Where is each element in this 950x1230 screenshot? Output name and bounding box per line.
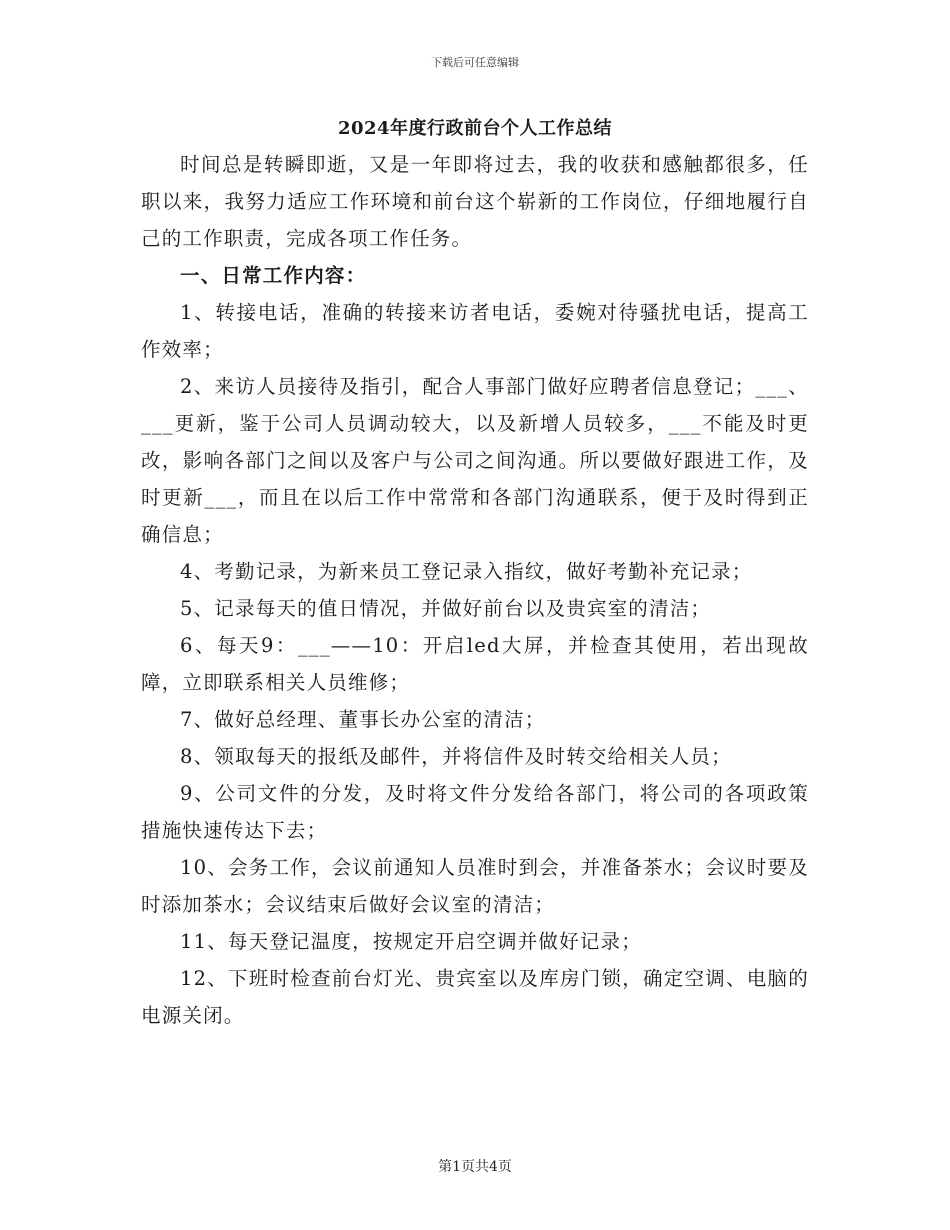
document-title: 2024年度行政前台个人工作总结 xyxy=(337,118,613,139)
list-item: 6、每天9：___——10：开启led大屏，并检查其使用，若出现故障，立即联系相关人员维修； xyxy=(141,634,809,694)
list-item: 5、记录每天的值日情况，并做好前台以及贵宾室的清洁； xyxy=(180,597,712,620)
intro-paragraph: 时间总是转瞬即逝，又是一年即将过去，我的收获和感触都很多，任职以来，我努力适应工作环境和前台这个崭新的工作岗位，仔细地履行自己的工作职责，完成各项工作任务。 xyxy=(141,153,809,250)
list-item: 11、每天登记温度，按规定开启空调并做好记录； xyxy=(180,930,642,953)
document-body xyxy=(141,146,809,1034)
list-item: 4、考勤记录，为新来员工登记录入指纹，做好考勤补充记录； xyxy=(180,560,753,583)
list-item: 1、转接电话，准确的转接来访者电话，委婉对待骚扰电话，提高工作效率； xyxy=(141,301,809,361)
list-item: 10、会务工作，会议前通知人员准时到会，并准备茶水；会议时要及时添加茶水；会议结束后做好会议室的清洁； xyxy=(141,856,809,916)
header-note: 下载后可任意编辑 xyxy=(431,56,519,69)
section-heading: 一、日常工作内容： xyxy=(180,264,367,287)
list-item: 9、公司文件的分发，及时将文件分发给各部门，将公司的各项政策措施快速传达下去； xyxy=(141,782,809,842)
list-item: 7、做好总经理、董事长办公室的清洁； xyxy=(180,708,546,731)
list-item: 8、领取每天的报纸及邮件，并将信件及时转交给相关人员； xyxy=(180,745,732,768)
list-item: 12、下班时检查前台灯光、贵宾室以及库房门锁，确定空调、电脑的电源关闭。 xyxy=(141,967,809,1027)
page-number: 第1页共4页 xyxy=(438,1159,512,1175)
list-item: 2、来访人员接待及指引，配合人事部门做好应聘者信息登记；___、___更新，鉴于公司人员调动较大，以及新增人员较多，___不能及时更改，影响各部门之间以及客户与公司之间沟通。所以要做好跟进工作，及时更新___，而且在以后工作中常常和各部门沟通联系，便于及时得到正确信息； xyxy=(141,375,809,546)
